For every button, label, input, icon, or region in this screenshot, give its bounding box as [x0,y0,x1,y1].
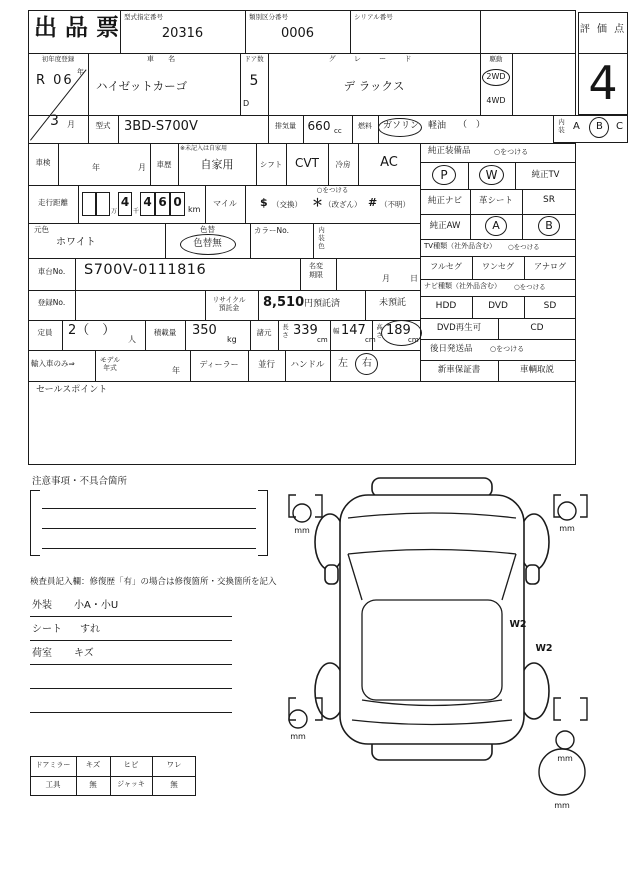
chassis-no-value: S700V-0111816 [84,262,207,278]
grid-line [420,239,576,240]
genuine-tv-option: 純正TV [531,170,560,180]
front-bumper [372,478,492,497]
load-value: 350 [192,323,217,338]
recycle-not-deposited-label: 未預託 [378,298,406,308]
cooling-label: 冷房 [335,160,351,169]
grid-line [420,256,576,257]
grid-line [28,350,420,351]
tv-type-circle-note: ○をつける [508,243,540,251]
color-no-label: カラーNo. [254,226,289,235]
equipment-circle-note: ○をつける [494,148,529,156]
grid-line [28,223,420,224]
sunroof-option: SR [543,195,555,205]
shaken-label: 車検 [35,158,51,167]
grid-line [28,53,576,54]
inspector-writing-line [30,712,232,713]
model-year-label: モデル年式 [99,356,121,373]
score-label: 評 価 点 [579,24,627,35]
grid-line [420,214,576,215]
grid-line [420,339,576,340]
doors-value: 5 [249,73,259,89]
doors-unit: D [243,99,250,108]
leather-seat-option: 革シート [478,196,513,206]
grid-line [420,189,576,190]
cd-option: CD [530,323,544,333]
sales-point-label: セールスポイント [36,385,108,395]
interior-color-label: 内装色 [318,226,325,251]
interior-grade-a: A [573,121,580,132]
selection-circle-height [381,320,422,346]
grid-line [313,223,314,258]
displacement-unit: cc [334,127,342,135]
month-unit: 月 [67,120,75,129]
car-name-label: 車 名 [146,55,182,63]
handle-left-option: 左 [338,358,348,369]
tools-none: 無 [89,780,97,789]
shift-value: CVT [295,156,319,170]
notes-writing-line [42,508,256,509]
width-label: 幅 [333,327,340,335]
vehicle-damage-diagram [278,466,640,816]
grid-line [330,350,331,381]
navi-hdd-option: HDD [435,301,457,311]
notes-writing-line [42,528,256,529]
tread-circle-bottom-right [556,731,574,749]
grid-line [300,258,301,290]
selection-circle-power-steering [432,165,456,185]
capacity-value: 2（ ） [68,323,116,338]
first-registration-year: R 06 [36,73,74,88]
selection-circle-aw-b [538,216,560,236]
mileage-unit: km [188,205,201,214]
length-label: 長さ [282,323,289,340]
new-car-warranty-option: 新車保証書 [437,365,481,375]
damage-annotation-w2: W2 [535,643,553,654]
grid-line [420,162,576,163]
mark-exchange-label: （交換） [272,200,302,209]
height-label: 高さ [376,323,383,340]
mark-tamper-symbol: ＊ [312,196,323,209]
damage-annotation-w2: W2 [509,619,527,630]
classification-label: 類別区分番号 [249,13,288,21]
seat-note-label: シート [32,624,62,635]
mileage-circle-note: ○をつける [316,186,349,194]
cargo-note-value: キズ [74,648,94,659]
grid-line [278,320,279,350]
width-value: 147 [341,323,366,338]
grid-line [250,223,251,258]
history-label: 車歴 [156,160,172,169]
tread-circle-bottom-left [289,710,307,728]
model-year-unit: 年 [172,366,180,375]
chassis-no-label: 車台No. [37,267,66,276]
jack-label: ジャッキ [117,780,145,788]
shaken-year-unit: 年 [92,163,100,172]
history-note: ※未記入は自家用 [180,145,228,152]
mm-unit-label: mm [294,526,310,535]
power-window-option: W [485,168,498,182]
model-code-value: 3BD-S700V [124,119,198,134]
length-value: 339 [293,323,318,338]
grid-line [58,143,59,185]
grid-line [350,10,351,53]
grid-line [512,53,513,115]
registration-no-label: 登録No. [37,298,66,307]
base-color-label: 元色 [34,225,49,234]
displacement-label: 排気量 [275,122,296,130]
recycle-deposited-label: 円預託済 [304,299,341,309]
selection-circle-2wd [482,69,510,86]
odometer-digit-5: 6 [158,195,167,209]
grid-line [480,10,481,53]
inspector-writing-line [30,616,232,617]
seat-note-value: すれ [80,624,100,635]
right-door-mirror [526,565,539,584]
mark-tamper-label: （改ざん） [324,200,362,209]
grid-line [578,53,628,54]
door-mirror-crack: ヒビ [123,760,139,769]
cargo-note-label: 荷室 [32,648,52,659]
grid-line [28,115,576,116]
navi-type-circle-note: ○をつける [514,283,546,291]
model-designation-label: 型式指定番号 [124,13,163,21]
grid-line [420,279,576,280]
recycle-amount: 8,510 [263,295,305,310]
fuel-option-other: （ ） [458,120,486,130]
height-unit: cm [408,336,419,344]
grid-line [372,320,373,350]
exterior-note-label: 外装 [32,600,52,611]
drive-label: 駆動 [489,55,503,63]
import-parallel-label: 並行 [257,360,275,370]
drive-option-4wd: 4WD [486,96,506,105]
notes-bracket-left [30,490,40,556]
mark-exchange-symbol: $ [260,196,268,209]
grid-line [28,258,420,259]
grid-line [78,185,79,223]
shift-label: シフト [259,160,283,169]
notes-writing-line [42,548,256,549]
mileage-label: 走行距離 [38,198,68,207]
grid-line [75,258,76,290]
inspector-writing-line [30,688,232,689]
aw-option-a: A [492,219,500,232]
grid-line [303,115,304,143]
mm-unit-label: mm [557,754,573,763]
sen-marker: 千 [133,208,140,215]
color-change-value: 色替無 [193,238,222,249]
history-value: 自家用 [200,158,234,171]
grid-line [118,115,119,143]
fuel-option-gasoline: ガソリン [383,121,420,131]
grid-line [330,320,331,350]
odometer-box [82,192,96,216]
mark-unknown-symbol: # [368,196,378,209]
equipment-title: 純正装備品 [428,146,471,156]
tools-label: 工具 [45,780,61,789]
inspector-writing-line [30,664,232,665]
capacity-unit: 人 [128,335,136,344]
score-value: 4 [588,56,618,110]
aw-option-b: B [545,219,553,232]
odometer-digit-6: 0 [173,195,182,209]
spec-label: 諸元 [256,328,272,337]
recycle-deposit-label: リサイクル預託金 [212,296,246,313]
notes-bracket-right [258,490,268,556]
selection-circle-aw-a [485,216,507,236]
page-title: 出品票 [34,15,127,41]
man-marker: 万 [111,208,118,215]
grid-line [28,143,576,144]
navi-dvd-option: DVD [488,301,508,311]
interior-grade-c: C [616,121,623,132]
tv-fullseg-option: フルセグ [430,262,462,271]
load-label: 積載量 [153,328,177,337]
color-change-label: 色替 [200,225,215,234]
inspector-writing-line [30,640,232,641]
car-body-outline [340,495,527,744]
grid-line [95,350,96,381]
load-unit: kg [227,335,237,344]
mm-unit-label: mm [554,801,570,810]
selection-circle-color-change [180,234,236,255]
tv-type-label: TV種類（社外品含む） [424,242,497,250]
interior-grade-b: B [596,121,603,132]
model-code-label: 型式 [95,121,111,130]
grid-line [62,320,63,350]
selection-circle-interior-b [589,117,609,138]
handle-right-option: 右 [362,358,372,369]
mm-unit-label: mm [290,732,306,741]
later-shipping-circle-note: ○をつける [490,345,525,353]
fuel-label: 燃料 [358,122,372,130]
name-change-month-unit: 月 [382,274,390,283]
grade-label: グ レ ー ド [328,55,420,63]
cooling-value: AC [380,155,398,170]
drive-option-2wd: 2WD [486,72,506,81]
car-name-value: ハイゼットカーゴ [96,79,188,93]
grid-line [28,381,576,382]
capacity-label: 定員 [37,328,53,337]
selection-circle-power-window [479,165,504,185]
tv-analog-option: アナログ [534,262,566,271]
grid-line [258,290,259,320]
genuine-navi-option: 純正ナビ [427,196,462,206]
selection-circle-fuel [378,118,422,137]
year-unit: 年 [77,68,84,76]
handle-label: ハンドル [290,360,325,370]
import-dealer-label: ディーラー [199,360,239,369]
base-color-value: ホワイト [56,237,96,248]
odometer-digit-3: 4 [120,195,130,209]
vehicle-manual-option: 車輌取説 [519,365,554,375]
name-change-day-unit: 日 [410,274,418,283]
mm-unit-label: mm [559,524,575,533]
grid-line [28,290,420,291]
displacement-value: 660 [307,119,331,133]
shaken-month-unit: 月 [138,163,146,172]
tread-circle-top-left [293,504,311,522]
notes-title: 注意事項・不具合箇所 [32,476,128,487]
odometer-digit-4: 4 [143,195,152,209]
fuel-option-diesel: 軽油 [428,121,447,131]
classification-value: 0006 [280,26,315,41]
height-value: 189 [386,323,411,338]
measure-bracket-bottom-right [554,698,587,720]
odometer-box [96,192,110,216]
mile-label: マイル [213,199,237,208]
tread-circle-top-right [558,502,576,520]
grid-line [28,185,420,186]
dvd-playable-option: DVD再生可 [436,323,482,333]
measure-bracket-top-left [289,495,322,517]
power-steering-option: P [440,168,448,182]
first-registration-month: 3 [50,113,59,129]
name-change-label: 名変期限 [309,262,323,279]
grade-value: デ ラックス [343,79,405,93]
jack-none: 無 [170,780,178,789]
navi-type-label: ナビ種類（社外品含む） [424,282,501,290]
tv-oneseg-option: ワンセグ [482,262,514,271]
door-mirror-break: ワレ [166,760,182,769]
genuine-aw-label: 純正AW [429,221,461,231]
grid-line [420,296,576,297]
navi-sd-option: SD [543,301,557,311]
grid-line [185,320,186,350]
exterior-note-value: 小A・小U [74,600,119,611]
interior-grade-label: 内装 [558,118,565,135]
first-registration-label: 初年度登録 [41,55,75,63]
grid-line [28,320,420,321]
later-shipping-label: 後日発送品 [430,344,473,354]
mark-unknown-label: （不明） [380,200,410,209]
import-only-label: 輸入車のみ⇒ [31,359,75,368]
width-unit: cm [365,336,376,344]
door-mirror-label: ドアミラー [35,761,71,769]
grid-line [75,290,76,320]
grid-line [30,776,196,777]
inspector-header: 検査員記入欄：修復歴「有」の場合は修復箇所・交換箇所を記入 [30,577,277,587]
length-unit: cm [317,336,328,344]
grid-line [336,258,337,290]
serial-number-label: シリアル番号 [354,13,393,21]
doors-label: ドア数 [244,55,264,63]
door-mirror-scratch: キズ [85,760,101,769]
model-designation-value: 20316 [161,26,204,41]
left-door-mirror [325,565,338,584]
selection-circle-handle [355,353,378,375]
grid-line [205,290,206,320]
